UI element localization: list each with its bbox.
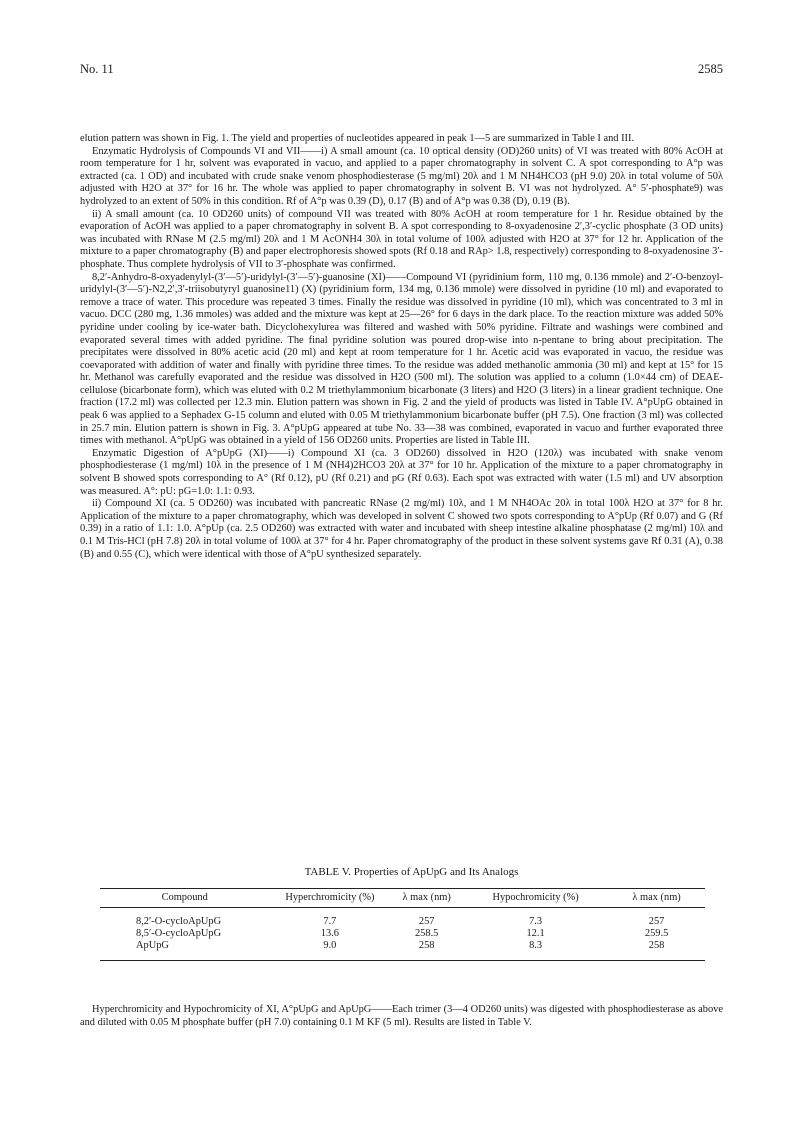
table-cell: 9.0 (323, 940, 337, 951)
table-row (100, 908, 705, 929)
properties-table (100, 888, 705, 961)
table-cell: 7.3 (529, 916, 543, 927)
table-cell: 8,2′-O-cycloApUpG (136, 916, 222, 927)
table-cell: 12.1 (526, 928, 545, 939)
table-cell: 258.5 (414, 928, 439, 939)
paragraph-6: ii) Compound XI (ca. 5 OD260) was incubated with pancreatic RNase (2 mg/ml) 10λ, and 1 M NH4OAc 20λ in total 100λ H2O at 37° for 8 hr. Application of the mixture to a paper chromatography, which was developed in solvent C showed two spots corresponding to A°pUp (Rf 0.07) and G (Rf 0.39) in a ratio of 1.1: 1.0. A°pUp (ca. 2.5 OD260) was extracted with water and incubated with sheep intestine alkaline phosphatase (2 mg/ml) 10λ and 0.1 M Tris-HCl (pH 7.8) 20λ in total volume of 100λ at 37° for 4 hr. Paper chromatography of the product in these solvent systems gave Rf 0.31 (A), 0.38 (B) and 0.55 (C), which were identical with those of A°pU synthesized separately. (80, 498, 723, 560)
page-number: 2585 (698, 62, 723, 76)
table-cell: 8,5′-O-cycloApUpG (136, 928, 222, 939)
header-hyperchromicity: Hyperchromicity (%) (285, 892, 375, 903)
header-lambda-max-2: λ max (nm) (632, 892, 681, 903)
table-cell: 258 (648, 940, 665, 951)
page-header (80, 62, 723, 82)
table-v (100, 866, 705, 961)
table-row (100, 940, 705, 961)
table-header-row (100, 889, 705, 908)
table-cell: 259.5 (644, 928, 669, 939)
table-cell: 257 (418, 916, 435, 927)
paragraph-final: Hyperchromicity and Hypochromicity of XI, A°pUpG and ApUpG——Each trimer (3—4 OD260 units) was digested with phosphodiesterase as above and diluted with 0.05 M phosphate buffer (pH 7.0) containing 0.1 M KF (5 ml). Results are listed in Table V. (80, 1004, 723, 1028)
body-text (80, 133, 723, 561)
table-row (100, 928, 705, 940)
issue-number: No. 11 (80, 62, 114, 76)
table-cell: 8.3 (529, 940, 543, 951)
paragraph-4: 8,2′-Anhydro-8-oxyadenylyl-(3′—5′)-uridylyl-(3′—5′)-guanosine (XI)——Compound VI (pyridinium form, 110 mg, 0.136 mmole) and 2′-O-benzoyl-uridylyl-(3′—5′)-N2,2′,3′-triisobutyryl guanosine11) (X) (pyridinium form, 134 mg, 0.136 mmole) were dissolved in pyridine (10 ml) and evaporated to remove a trace of water. This procedure was repeated 3 times. Finally the residue was dissolved in pyridine (10 ml), which was concentrated to 3 ml in vacuo. DCC (280 mg, 1.36 mmoles) was added and the mixture was kept at 25—26° for 6 days in the dark place. To the reaction mixture was added 50% pyridine under cooling by ice-water bath. Dicyclohexylurea was filtered and washed with 50% pyridine. Filtrate and washings were combined and evaporated several times with added pyridine. The final pyridine solution was poured drop-wise into n-pentane to bring about precipitation. The precipitates were dissolved in 80% acetic acid (20 ml) and kept at room temperature for 1 hr. Acetic acid was evaporated in vacuo, the residue was coevaporated with addition of water and finally with pyridine three times. To the residue was added methanolic ammonia (30 ml) and kept at 15° for 15 hr. Methanol was carefully evaporated and the residue was dissolved in H2O (500 ml). The solution was applied to a column (1.0×44 cm) of DEAE-cellulose (bicarbonate form), which was eluted with 0.2 M triethylammonium bicarbonate (3 liters) and H2O (3 liters) in a linear gradient technique. One fraction (17.2 ml) was collected per 12.3 min. Elution pattern was shown in Fig. 2 and the yield of products was listed in Table IV. A°pUpG obtained in peak 6 was applied to a Sephadex G-15 column and eluted with 0.05 M triethylammonium bicarbonate buffer (pH 7.5). One fraction (3 ml) was collected in 25.7 min. Elution pattern is shown in Fig. 3. A°pUpG appeared at tube No. 33—38 was combined, evaporated in vacuo and further evaporated three times with methanol. A°pUpG was obtained in a yield of 156 OD260 units. Properties are listed in Table III. (80, 271, 723, 447)
final-section (80, 1004, 723, 1029)
table-cell: 7.7 (323, 916, 337, 927)
header-hypochromicity: Hypochromicity (%) (492, 892, 579, 903)
table-caption: TABLE V. Properties of ApUpG and Its Analogs (304, 866, 519, 878)
paragraph-2: Enzymatic Hydrolysis of Compounds VI and VII——i) A small amount (ca. 10 optical density (OD)260 units) of VI was treated with 80% AcOH at room temperature for 1 hr, solvent was evaporated in vacuo, and applied to a paper chromatography in solvent C. A spot corresponding to A°p was extracted (ca. 1 OD) and incubated with crude snake venom phosphodiesterase (5 mg/ml) 20λ and 1 M NH4HCO3 (pH 9.0) 20λ in total volume of 50λ adjusted with H2O at 37° for 16 hr. The whole was applied to paper chromatography in solvent B. VI was not hydrolyzed. A° 5′-phosphate9) was hydrolyzed to an extent of 50% in this condition. Rf of A°p was 0.39 (D), 0.17 (B) and of A°p was 0.38 (D), 0.19 (B). (80, 145, 723, 207)
header-compound: Compound (161, 892, 208, 903)
table-cell: 257 (648, 916, 665, 927)
header-lambda-max-1: λ max (nm) (402, 892, 451, 903)
page (80, 62, 723, 82)
table-cell: 258 (418, 940, 435, 951)
table-cell: 13.6 (320, 928, 339, 939)
paragraph-5: Enzymatic Digestion of A°pUpG (XI)——i) Compound XI (ca. 3 OD260) dissolved in H2O (120λ) was incubated with snake venom phosphodiesterase (1 mg/ml) 10λ in the presence of 1 M (NH4)2HCO3 20λ at 37° for 10 hr. Application of the mixture to a paper chromatography in solvent B showed spots corresponding to A° (Rf 0.12), pU (Rf 0.21) and pG (Rf 0.63). Each spot was extracted with water (1.5 ml) and UV absorption was measured. A°: pU: pG=1.0: 1.1: 0.93. (80, 447, 723, 497)
table-cell: ApUpG (136, 940, 169, 951)
paragraph-1: elution pattern was shown in Fig. 1. The yield and properties of nucleotides appeared in peak 1—5 are summarized in Table I and III. (80, 133, 635, 144)
paragraph-3: ii) A small amount (ca. 10 OD260 units) of compound VII was treated with 80% AcOH at room temperature for 1 hr. Residue obtained by the evaporation of AcOH was applied to a paper chromatography in solvent B. A spot corresponding to 8-oxyadenosine 2′,3′-cyclic phosphate (3 OD units) was incubated with RNase M (2.5 mg/ml) 20λ and 1 M AcONH4 30λ in total volume of 100λ adjusted with H2O at 37° for 12 hr. Application of the mixture to a paper chromatography (B) and paper electrophoresis showed spots (Rf 0.18 and RAp> 1.8, respectively) corresponding to 8-oxyadenosine 3′-phosphate. Thus complete hydrolysis of VII to 3′-phosphate was confirmed. (80, 208, 723, 270)
